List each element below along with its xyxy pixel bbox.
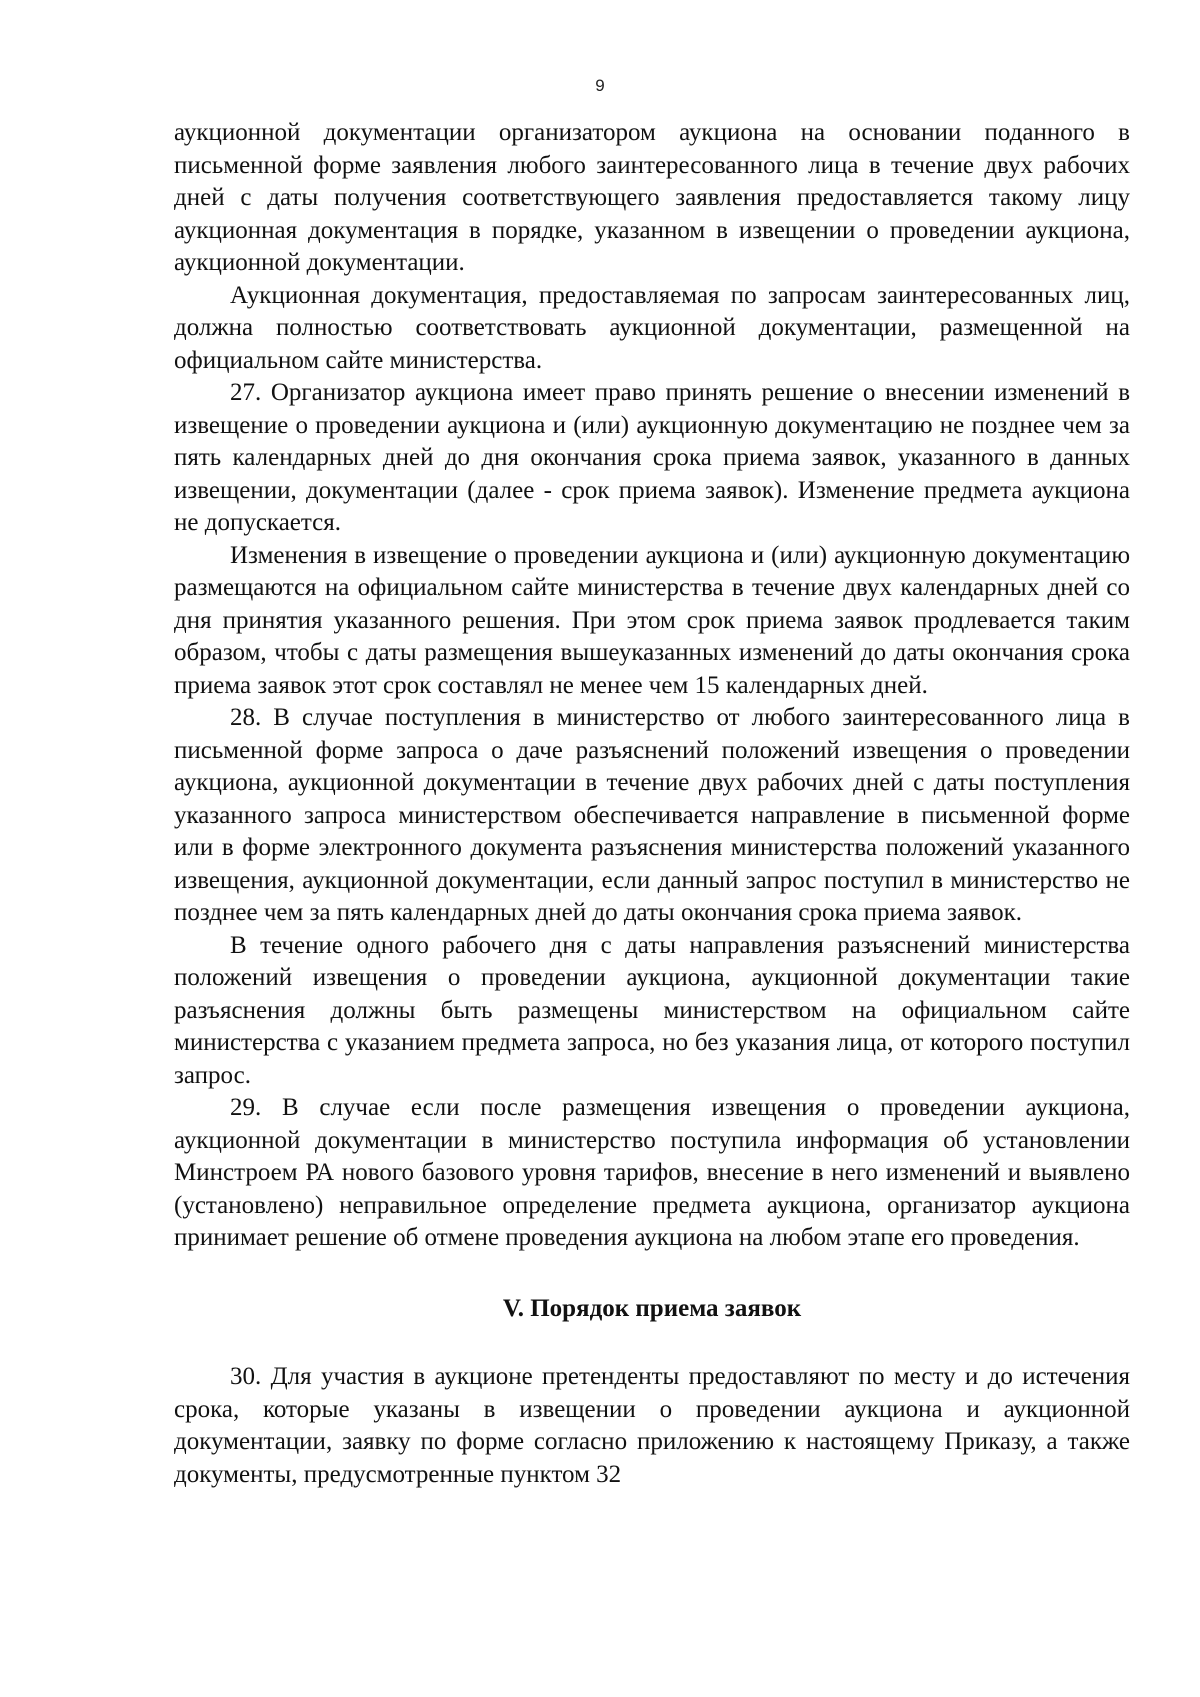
- paragraph-item-28: 28. В случае поступления в министерство от любого заинтересованного лица в письменной форме запроса о даче разъяснений положений извещения о проведении аукциона, аукционной документации в течение двух рабочих дней с даты поступления указанного запроса министерством обеспечивается направление в письменной форме или в форме электронного документа разъяснения министерства положений указанного извещения, аукционной документации, если данный запрос поступил в министерство не позднее чем за пять календарных дней до даты окончания срока приема заявок.: [174, 704, 1130, 926]
- paragraph-item-27: 27. Организатор аукциона имеет право принять решение о внесении изменений в извещение о проведении аукциона и (или) аукционную документацию не позднее чем за пять календарных дней до дня окончания срока приема заявок, указанного в данных извещении, документации (далее - срок приема заявок). Изменение предмета аукциона не допускается.: [174, 379, 1130, 536]
- page-number: 9: [595, 76, 605, 95]
- paragraph-auction-docs-requests: Аукционная документация, предоставляемая по запросам заинтересованных лиц, должна полностью соответствовать аукционной документации, размещенной на официальном сайте министерства.: [174, 281, 1130, 374]
- paragraph-clarifications-published: В течение одного рабочего дня с даты направления разъяснений министерства положений извещения о проведении аукциона, аукционной документации такие разъяснения должны быть размещены министерством на официальном сайте министерства с указанием предмета запроса, но без указания лица, от которого поступил запрос.: [174, 931, 1130, 1089]
- document-body: [174, 117, 1130, 1491]
- paragraph-item-29: 29. В случае если после размещения извещения о проведении аукциона, аукционной документации в министерство поступила информация об установлении Минстроем РА нового базового уровня тарифов, внесение в него изменений и выявлено (установлено) неправильное определение предмета аукциона, организатор аукциона принимает решение об отмене проведения аукциона на любом этапе его проведения.: [174, 1094, 1130, 1251]
- section-heading: V. Порядок приема заявок: [502, 1294, 802, 1322]
- paragraph-continuation: аукционной документации организатором аукциона на основании поданного в письменной форме заявления любого заинтересованного лица в течение двух рабочих дней с даты получения соответствующего заявления предоставляется такому лицу аукционная документация в порядке, указанном в извещении о проведении аукциона, аукционной документации.: [174, 119, 1130, 276]
- paragraph-changes-published: Изменения в извещение о проведении аукциона и (или) аукционную документацию размещаются на официальном сайте министерства в течение двух календарных дней со дня принятия указанного решения. При этом срок приема заявок продлевается таким образом, чтобы с даты размещения вышеуказанных изменений до даты окончания срока приема заявок этот срок составлял не менее чем 15 календарных дней.: [174, 541, 1130, 699]
- paragraph-item-30: 30. Для участия в аукционе претенденты предоставляют по месту и до истечения срока, которые указаны в извещении о проведении аукциона и аукционной документации, заявку по форме согласно приложению к настоящему Приказу, а также документы, предусмотренные пунктом 32: [174, 1363, 1130, 1488]
